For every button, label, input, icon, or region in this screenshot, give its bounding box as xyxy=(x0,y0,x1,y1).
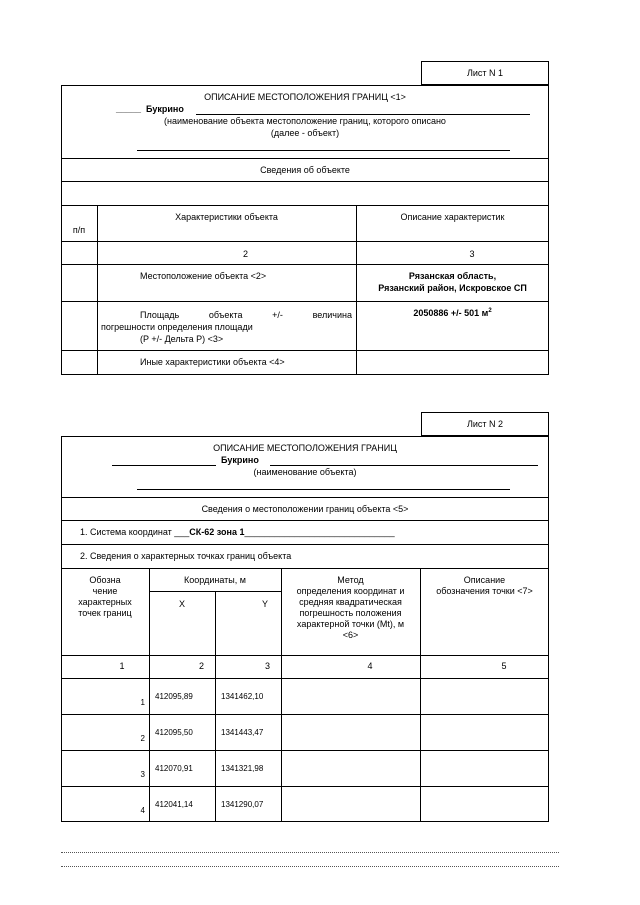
point-id: 1 xyxy=(140,698,145,707)
sheet-2-caption-underline xyxy=(137,489,510,490)
point-id: 3 xyxy=(140,770,145,779)
sheet-1-label: Лист N 1 xyxy=(466,68,504,78)
sheet-1-object-caption: (наименование объекта местоположение границ, которого описано xyxy=(164,116,446,126)
sheet-1-area-value: 2050886 +/- 501 $м^2$ xyxy=(413,308,492,318)
sheet-2-col-number-4: 4 xyxy=(367,661,373,671)
point-x: 412095,89 xyxy=(155,692,193,701)
sheet-2-col-x: X xyxy=(178,599,185,609)
point-id: 4 xyxy=(140,806,145,815)
sheet-1-object-name: Букрино xyxy=(146,104,184,114)
sheet-2-section-title: Сведения о местоположении границ объекта <5> xyxy=(201,504,409,514)
sheet-2-col-number-1: 1 xyxy=(119,661,125,671)
sheet-1-col-pp: п/п xyxy=(72,225,86,235)
point-y: 1341290,07 xyxy=(221,800,264,809)
point-x: 412041,14 xyxy=(155,800,193,809)
sheet-1-area-label-3: (P +/- Дельта P) <3> xyxy=(140,334,224,344)
sheet-1-col-number-3: 3 xyxy=(469,249,475,259)
sheet-2-title: ОПИСАНИЕ МЕСТОПОЛОЖЕНИЯ ГРАНИЦ xyxy=(213,443,397,453)
sheet-1-caption-underline xyxy=(137,150,510,151)
point-y: 1341321,98 xyxy=(221,764,264,773)
sheet-1-object-prefix: _____ xyxy=(116,104,142,114)
sheet-1-location-label: Местоположение объекта <2> xyxy=(140,271,267,281)
sheet-2-object-caption: (наименование объекта) xyxy=(253,467,357,477)
sheet-2-col-coords: Координаты, м xyxy=(184,575,246,585)
point-x: 412095,50 xyxy=(155,728,193,737)
sheet-1-object-underline xyxy=(196,114,530,115)
point-y: 1341443,47 xyxy=(221,728,264,737)
sheet-1-col-number-2: 2 xyxy=(242,249,248,259)
sheet-2-points-title: 2. Сведения о характерных точках границ объекта xyxy=(80,551,292,561)
sheet-2-coord-system: 1. Система координат ___СК-62 зона 1______________________________ xyxy=(80,527,395,537)
sheet-2-object-name: Букрино xyxy=(221,455,259,465)
point-y: 1341462,10 xyxy=(221,692,264,701)
sheet-1-col-characteristics: Характеристики объекта xyxy=(175,212,278,222)
point-id: 2 xyxy=(140,734,145,743)
point-x: 412070,91 xyxy=(155,764,193,773)
sheet-2-object-underline-left xyxy=(112,465,216,466)
dotted-separator-2 xyxy=(61,866,559,867)
sheet-2-col-number-3: 3 xyxy=(264,661,270,671)
sheet-2-col-y: Y xyxy=(261,599,268,609)
sheet-1-section-title: Сведения об объекте xyxy=(260,165,350,175)
sheet-1-object-caption-2: (далее - объект) xyxy=(270,128,340,138)
sheet-1-title: ОПИСАНИЕ МЕСТОПОЛОЖЕНИЯ ГРАНИЦ <1> xyxy=(204,92,406,102)
sheet-1-other-label: Иные характеристики объекта <4> xyxy=(140,357,285,367)
sheet-2-col-number-2: 2 xyxy=(198,661,204,671)
sheet-1-location-value-1: Рязанская область, xyxy=(408,271,497,281)
sheet-2-object-underline-right xyxy=(270,465,538,466)
dotted-separator-1 xyxy=(61,852,559,853)
sheet-1-area-label-1: Площадь объекта +/- величина xyxy=(140,310,352,320)
sheet-1-col-description: Описание характеристик xyxy=(400,212,505,222)
sheet-2-label: Лист N 2 xyxy=(466,419,504,429)
sheet-1-area-label-2: погрешности определения площади xyxy=(101,322,253,332)
sheet-2-col-number-5: 5 xyxy=(501,661,507,671)
sheet-1-location-value-2: Рязанский район, Искровское СП xyxy=(378,283,527,293)
